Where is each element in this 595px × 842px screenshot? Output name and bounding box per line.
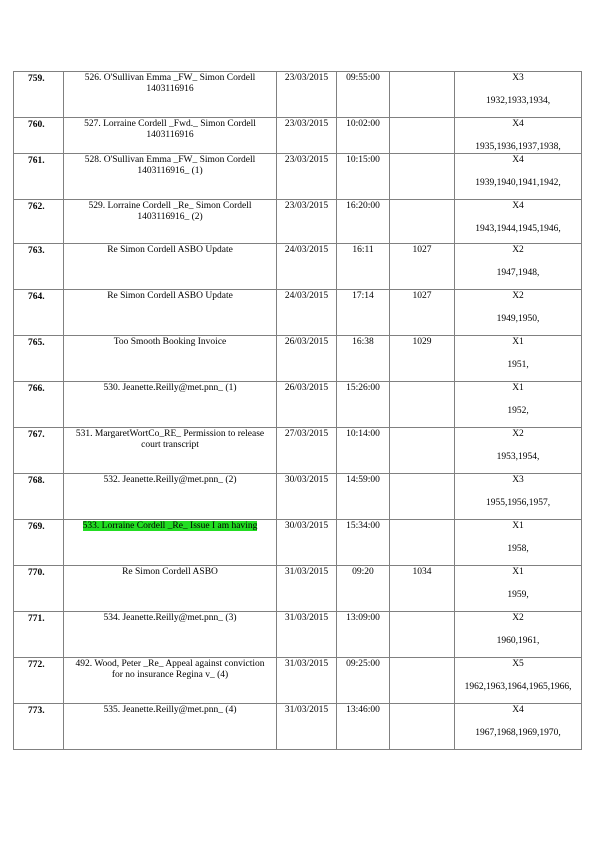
description-text: Re Simon Cordell ASBO Update — [107, 291, 233, 301]
row-pages — [455, 336, 582, 382]
description-text: 532. Jeanette.Reilly@met.pnn_ (2) — [103, 475, 237, 485]
description-text: 531. MargaretWortCo_RE_ Permission to release court transcript — [75, 429, 265, 450]
row-number: 767. — [14, 428, 64, 474]
row-number: 771. — [14, 612, 64, 658]
row-date: 30/03/2015 — [277, 520, 337, 566]
table-row — [14, 428, 582, 474]
page-list: 1949,1950, — [496, 314, 540, 324]
row-description — [64, 428, 277, 474]
row-ref — [390, 474, 455, 520]
table-row — [14, 118, 582, 154]
row-description — [64, 290, 277, 336]
page-count: X1 — [512, 521, 524, 531]
row-description — [64, 244, 277, 290]
row-time: 16:11 — [337, 244, 390, 290]
page-list: 1953,1954, — [496, 452, 540, 462]
table-row — [14, 382, 582, 428]
row-pages — [455, 244, 582, 290]
row-time: 15:34:00 — [337, 520, 390, 566]
row-date: 31/03/2015 — [277, 566, 337, 612]
table-row — [14, 72, 582, 118]
table-row — [14, 200, 582, 244]
row-ref — [390, 382, 455, 428]
page-count: X2 — [512, 291, 524, 301]
table-row — [14, 244, 582, 290]
table-row — [14, 566, 582, 612]
page-count: X4 — [512, 119, 524, 129]
row-date: 24/03/2015 — [277, 244, 337, 290]
row-pages — [455, 428, 582, 474]
row-ref: 1027 — [390, 290, 455, 336]
row-ref — [390, 704, 455, 750]
description-text: 534. Jeanette.Reilly@met.pnn_ (3) — [103, 613, 237, 623]
row-pages — [455, 612, 582, 658]
row-date: 23/03/2015 — [277, 154, 337, 200]
page-count: X2 — [512, 429, 524, 439]
row-pages — [455, 72, 582, 118]
page-list: 1958, — [507, 544, 529, 554]
row-date: 23/03/2015 — [277, 200, 337, 244]
row-number: 768. — [14, 474, 64, 520]
row-number: 766. — [14, 382, 64, 428]
row-number: 772. — [14, 658, 64, 704]
description-text: 528. O'Sullivan Emma _FW_ Simon Cordell 1403116916_ (1) — [84, 155, 256, 176]
row-number: 773. — [14, 704, 64, 750]
row-ref — [390, 658, 455, 704]
row-date: 23/03/2015 — [277, 72, 337, 118]
table-row — [14, 336, 582, 382]
row-number: 760. — [14, 118, 64, 154]
description-text: 529. Lorraine Cordell _Re_ Simon Cordell 1403116916_ (2) — [88, 201, 252, 222]
row-date: 26/03/2015 — [277, 382, 337, 428]
row-time: 09:20 — [337, 566, 390, 612]
row-description — [64, 118, 277, 154]
page-count: X2 — [512, 613, 524, 623]
row-number: 770. — [14, 566, 64, 612]
row-date: 31/03/2015 — [277, 704, 337, 750]
description-text: 535. Jeanette.Reilly@met.pnn_ (4) — [103, 705, 237, 715]
page-list: 1939,1940,1941,1942, — [475, 178, 561, 188]
row-ref: 1027 — [390, 244, 455, 290]
row-description — [64, 72, 277, 118]
row-ref — [390, 520, 455, 566]
row-number: 765. — [14, 336, 64, 382]
row-number: 764. — [14, 290, 64, 336]
row-number: 769. — [14, 520, 64, 566]
page-count: X3 — [512, 73, 524, 83]
row-pages — [455, 520, 582, 566]
row-pages — [455, 200, 582, 244]
page-count: X3 — [512, 475, 524, 485]
page-list: 1952, — [507, 406, 529, 416]
description-text: 533. Lorraine Cordell _Re_ Issue I am having — [82, 521, 258, 531]
page-count: X1 — [512, 337, 524, 347]
row-description — [64, 658, 277, 704]
row-time: 09:55:00 — [337, 72, 390, 118]
row-ref — [390, 612, 455, 658]
document-table — [13, 71, 582, 750]
page-list: 1935,1936,1937,1938, — [475, 142, 561, 152]
row-description — [64, 474, 277, 520]
description-text: Re Simon Cordell ASBO — [122, 567, 218, 577]
table-row — [14, 290, 582, 336]
row-pages — [455, 382, 582, 428]
table-row — [14, 520, 582, 566]
table-row — [14, 704, 582, 750]
table-body — [14, 72, 582, 750]
row-pages — [455, 566, 582, 612]
row-pages — [455, 474, 582, 520]
page-list: 1959, — [507, 590, 529, 600]
row-pages — [455, 154, 582, 200]
row-time: 13:46:00 — [337, 704, 390, 750]
page-count: X2 — [512, 245, 524, 255]
row-date: 26/03/2015 — [277, 336, 337, 382]
row-description — [64, 704, 277, 750]
page-list: 1967,1968,1969,1970, — [475, 728, 561, 738]
row-ref — [390, 200, 455, 244]
row-ref: 1029 — [390, 336, 455, 382]
row-time: 10:02:00 — [337, 118, 390, 154]
row-time: 13:09:00 — [337, 612, 390, 658]
page-list: 1955,1956,1957, — [485, 498, 551, 508]
row-date: 31/03/2015 — [277, 612, 337, 658]
table-row — [14, 658, 582, 704]
page-count: X4 — [512, 155, 524, 165]
description-text: 526. O'Sullivan Emma _FW_ Simon Cordell 1403116916 — [84, 73, 256, 94]
page-list: 1943,1944,1945,1946, — [475, 224, 561, 234]
table-row — [14, 474, 582, 520]
row-time: 16:38 — [337, 336, 390, 382]
row-number: 762. — [14, 200, 64, 244]
row-ref: 1034 — [390, 566, 455, 612]
row-date: 24/03/2015 — [277, 290, 337, 336]
table-row — [14, 154, 582, 200]
row-number: 763. — [14, 244, 64, 290]
row-time: 16:20:00 — [337, 200, 390, 244]
row-time: 10:14:00 — [337, 428, 390, 474]
row-time: 14:59:00 — [337, 474, 390, 520]
description-text: Too Smooth Booking Invoice — [113, 337, 227, 347]
row-description — [64, 154, 277, 200]
row-time: 17:14 — [337, 290, 390, 336]
row-date: 27/03/2015 — [277, 428, 337, 474]
page-list: 1962,1963,1964,1965,1966, — [464, 682, 572, 692]
description-text: Re Simon Cordell ASBO Update — [107, 245, 233, 255]
row-ref — [390, 72, 455, 118]
row-pages — [455, 118, 582, 154]
page-list: 1960,1961, — [496, 636, 540, 646]
description-text: 530. Jeanette.Reilly@met.pnn_ (1) — [103, 383, 237, 393]
row-pages — [455, 704, 582, 750]
row-number: 759. — [14, 72, 64, 118]
row-date: 31/03/2015 — [277, 658, 337, 704]
row-description — [64, 612, 277, 658]
page-list: 1932,1933,1934, — [485, 96, 551, 106]
row-ref — [390, 428, 455, 474]
page-list: 1951, — [507, 360, 529, 370]
row-ref — [390, 118, 455, 154]
page-count: X4 — [512, 201, 524, 211]
row-time: 15:26:00 — [337, 382, 390, 428]
description-text: 527. Lorraine Cordell _Fwd._ Simon Cordell 1403116916 — [84, 119, 256, 140]
row-date: 30/03/2015 — [277, 474, 337, 520]
page-count: X1 — [512, 383, 524, 393]
page-count: X5 — [512, 659, 524, 669]
row-description — [64, 566, 277, 612]
row-description — [64, 200, 277, 244]
row-pages — [455, 290, 582, 336]
page-list: 1947,1948, — [496, 268, 540, 278]
page-count: X1 — [512, 567, 524, 577]
row-description — [64, 520, 277, 566]
page-count: X4 — [512, 705, 524, 715]
table-row — [14, 612, 582, 658]
row-description — [64, 336, 277, 382]
row-number: 761. — [14, 154, 64, 200]
row-time: 10:15:00 — [337, 154, 390, 200]
row-date: 23/03/2015 — [277, 118, 337, 154]
row-ref — [390, 154, 455, 200]
row-description — [64, 382, 277, 428]
row-time: 09:25:00 — [337, 658, 390, 704]
row-pages — [455, 658, 582, 704]
description-text: 492. Wood, Peter _Re_ Appeal against conviction for no insurance Regina v_ (4) — [75, 659, 265, 680]
